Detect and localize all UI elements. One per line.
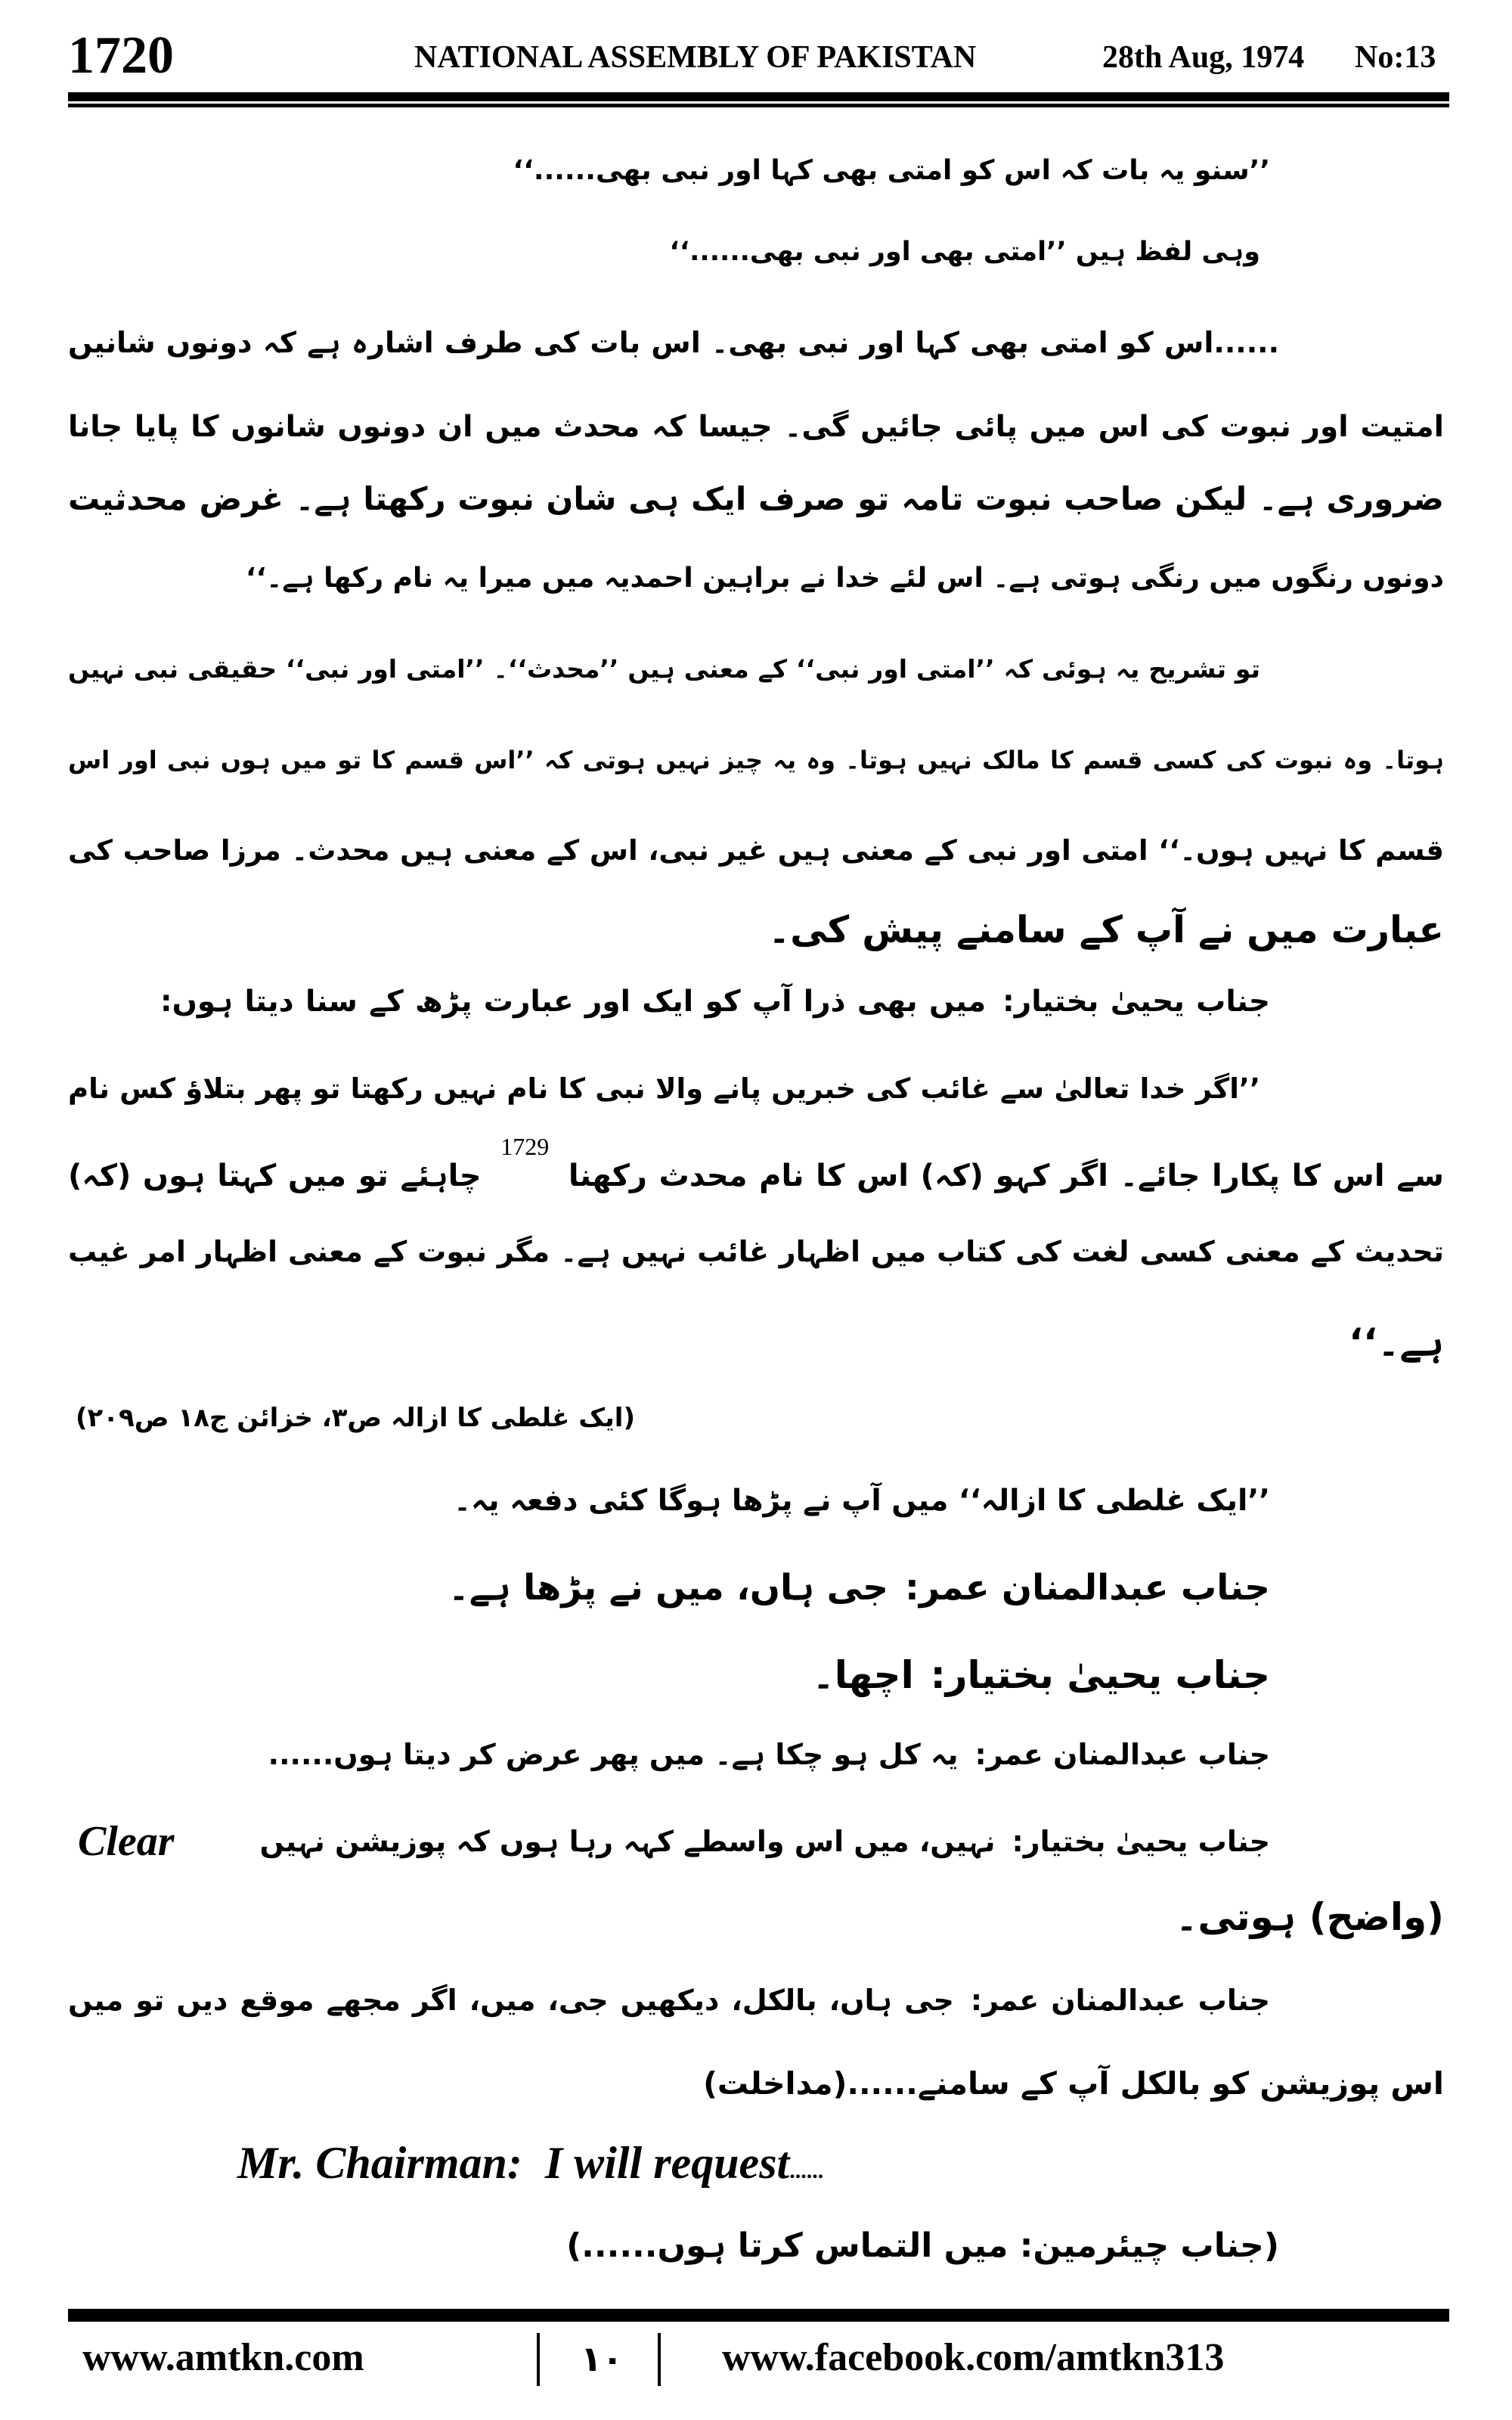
speech-abdul-mannan-omar: [262, 1724, 1270, 1785]
page-number: 1720: [68, 26, 174, 85]
quote-line: وہی لفظ ہیں ’’امتی بھی اور نبی بھی......‘‘: [669, 237, 1260, 267]
quote-line: ’’سنو یہ بات کہ اس کو امتی بھی کہا اور نبی بھی......‘‘: [513, 155, 1270, 186]
speech-abdul-mannan-omar: [68, 1970, 1270, 2031]
footer-rule: [68, 2309, 1449, 2322]
citation: (ایک غلطی کا ازالہ ص۳، خزائن ج۱۸ ص۲۰۹): [75, 1403, 635, 1433]
text-line: ’’ایک غلطی کا ازالہ‘‘ میں آپ نے پڑھا ہوگا کئی دفعہ یہ۔: [454, 1484, 1270, 1518]
quote-text: سے اس کا پکارا جائے۔ اگر کہو (کہ) اس کا نام محدث رکھنا: [568, 1159, 1444, 1193]
text-line: دونوں رنگوں میں رنگی ہوتی ہے۔ اس لئے خدا نے براہین احمدیہ میں میرا یہ نام رکھا ہے۔‘‘: [245, 563, 1444, 594]
text-line: عبارت میں نے آپ کے سامنے پیش کی۔: [768, 908, 1444, 951]
page-reference: 1729: [500, 1133, 550, 1160]
text-line: تو تشریح یہ ہوئی کہ ’’امتی اور نبی‘‘ کے معنی ہیں ’’محدث‘‘۔ ’’امتی اور نبی‘‘ حقیقی نبی نہیں: [68, 654, 1260, 684]
speech-text: یہ کل ہو چکا ہے۔ میں پھر عرض کر دیتا ہوں......: [268, 1738, 959, 1771]
issue-number: No:13: [1355, 40, 1436, 75]
speaker-name: جناب یحییٰ بختیار:: [1012, 1825, 1270, 1858]
speaker-name: جناب یحییٰ بختیار:: [1002, 985, 1270, 1019]
quote-line: [68, 1133, 1444, 1206]
text-line: امتیت اور نبوت کی اس میں پائی جائیں گی۔ جیسا کہ محدث میں ان دونوں شانوں کا پایا جانا: [68, 410, 1444, 444]
text-line: (واضح) ہوتی۔: [1176, 1895, 1444, 1939]
header-rule-thin: [68, 104, 1449, 107]
footer-separator: [658, 2333, 661, 2386]
session-date: 28th Aug, 1974: [1102, 40, 1305, 75]
speech-text: جی ہاں، بالکل، دیکھیں جی، میں، اگر مجھے موقع دیں تو میں: [68, 1984, 954, 2017]
quote-line: ہے۔‘‘: [1349, 1320, 1444, 1364]
speech-text: میں بھی ذرا آپ کو ایک اور عبارت پڑھ کے سنا دیتا ہوں:: [160, 985, 987, 1019]
text-line: ہوتا۔ وہ نبوت کی کسی قسم کا مالک نہیں ہوتا۔ وہ یہ چیز نہیں ہوتی کہ ’’اس قسم کا تو میں ہوں نبی اور اس: [68, 746, 1444, 774]
speaker-name: جناب عبدالمنان عمر:: [970, 1984, 1271, 2017]
speech-yahya-bakhtiar: [160, 972, 1270, 1032]
speaker-name: Mr. Chairman:: [237, 2138, 522, 2188]
header-rule-thick: [68, 92, 1449, 101]
footer-facebook-link[interactable]: www.facebook.com/amtkn313: [722, 2336, 1225, 2379]
document-title: NATIONAL ASSEMBLY OF PAKISTAN: [414, 40, 977, 75]
speaker-name: جناب عبدالمنان عمر:: [905, 1567, 1270, 1609]
text-line: ......اس کو امتی بھی کہا اور نبی بھی۔ اس بات کی طرف اشارہ ہے کہ دونوں شانیں: [68, 326, 1279, 359]
speech-chairman-urdu: (جناب چیئرمین: میں التماس کرتا ہوں......): [566, 2226, 1279, 2265]
speech-text: I will request: [544, 2138, 790, 2188]
speech-yahya-bakhtiar: [514, 1645, 1270, 1705]
quote-line: تحدیث کے معنی کسی لغت کی کتاب میں اظہار غائب نہیں ہے۔ مگر نبوت کے معنی اظہار امر غیب: [68, 1235, 1444, 1268]
speech-text: جی ہاں، میں نے پڑھا ہے۔: [448, 1567, 889, 1609]
speech-text: نہیں، میں اس واسطے کہہ رہا ہوں کہ پوزیشن نہیں: [259, 1825, 996, 1858]
speaker-name: جناب عبدالمنان عمر:: [974, 1738, 1270, 1771]
speech-chairman-english: [237, 2137, 823, 2197]
footer-page-number: ۱۰: [581, 2338, 624, 2379]
ellipsis: ......: [789, 2158, 824, 2183]
speaker-name: جناب یحییٰ بختیار:: [930, 1653, 1270, 1697]
speech-abdul-mannan-omar: [438, 1558, 1270, 1618]
speech-text: اچھا۔: [812, 1653, 914, 1697]
quote-text: چاہئے تو میں کہتا ہوں (کہ): [68, 1159, 482, 1193]
text-line: قسم کا نہیں ہوں۔‘‘ امتی اور نبی کے معنی ہیں غیر نبی، اس کے معنی ہیں محدث۔ مرزا صاحب کی: [68, 834, 1444, 867]
english-word-clear: Clear: [78, 1818, 175, 1865]
footer-separator: [537, 2333, 540, 2386]
footer-website-link[interactable]: www.amtkn.com: [82, 2336, 364, 2379]
text-line: اس پوزیشن کو بالکل آپ کے سامنے......(مداخلت): [703, 2065, 1444, 2102]
text-line: ضروری ہے۔ لیکن صاحب نبوت تامہ تو صرف ایک ہی شان نبوت رکھتا ہے۔ غرض محدثیت: [68, 480, 1444, 517]
quote-line: ’’اگر خدا تعالیٰ سے غائب کی خبریں پانے والا نبی کا نام نہیں رکھتا تو پھر بتلاؤ کس نام: [68, 1072, 1260, 1105]
speech-yahya-bakhtiar: [257, 1811, 1270, 1872]
